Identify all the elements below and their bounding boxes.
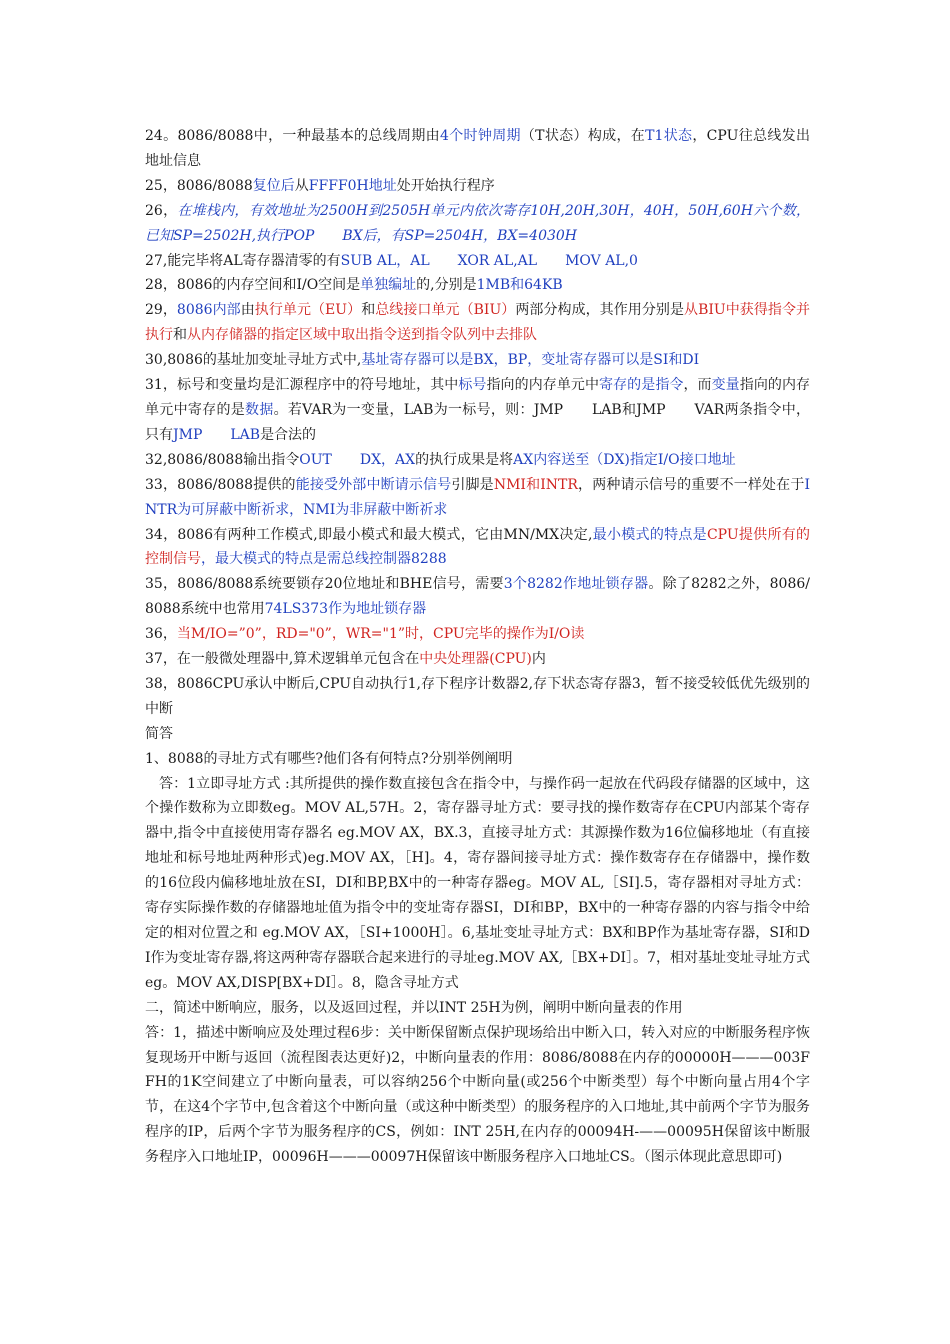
paragraph-15 (145, 672, 810, 722)
text-run: 28，8086的内存空间和I/O空间是 (145, 277, 361, 294)
paragraph-9 (145, 448, 810, 473)
text-run: 。若VAR为一变量，LAB为一标号，则：JMP LAB和JMP VAR两条指令中，只有 (145, 401, 811, 443)
text-run: 34，8086有两种工作模式,即最小模式和最大模式，它由MN/MX决定, (145, 526, 593, 543)
text-run: 32,8086/8088输出指令 (145, 451, 300, 468)
text-run: 由 (240, 302, 255, 319)
paragraph-14 (145, 647, 810, 672)
text-run: CPU提供所有的控制信号 (145, 526, 811, 568)
text-run: ，CPU往总线发出地址信息 (145, 128, 810, 169)
text-run: 27,能完毕将AL寄存器清零的有 (145, 252, 341, 269)
text-run: 答：1立即寻址方式 :其所提供的操作数直接包含在指令中，与操作码一起放在代码段存储器的区域中，这个操作数称为立即数eg。MOV AL,57H。2，寄存器寻址方式：要寻找的操作数寄存在CPU内部某个寄存器中,指令中直接使用寄存器名 eg.MOV AX，BX.3，直接寻址方式：其源操作数为16位偏移地址（有直接地址和标号地址两种形式)eg.MOV AX，［H]。4，寄存器间接寻址方式：操作数寄存在存储器中，操作数的16位段内偏移地址放在SI，DI和BP,BX中的一种寄存器eg。MOV AL,［SI].5，寄存器相对寻址方式：寄存实际操作数的存储器地址值为指令中的变址寄存器SI，DI和BP，BX中的一种寄存器的内容与指令中给定的相对位置之和 eg.MOV AX，［SI+1000H］。6,基址变址寻址方式：BX和BP作为基址寄存器，SI和DI作为变址寄存器,将这两种寄存器联合起来进行的寻址eg.MOV AX,［BX+DI］。7，相对基址变址寻址方式eg。MOV AX,DISP[BX+DI］。8，隐含寻址方式 (145, 775, 810, 991)
text-run: 。除了8282之外，8086/8088系统中也常用 (145, 576, 810, 618)
text-run: 30,8086的基址加变址寻址方式中, (145, 352, 362, 369)
text-run: 的执行成果是将 (415, 451, 514, 468)
text-run: 在堆栈内，有效地址为2500H到2505H单元内依次寄存10H,20H,30H，40H，50H,60H六个数，已知SP=2502H,执行POP BX后，有SP=2504H，BX=4030H (145, 202, 810, 244)
text-run: 两部分构成，其作用分别是 (515, 302, 685, 319)
text-run: 总线接口单元（BIU） (375, 302, 516, 319)
paragraph-1 (145, 124, 810, 174)
text-run: 从内存储器的指定区域中取出指令送到指令队列中去排队 (187, 327, 537, 344)
text-run: 执行单元（EU） (254, 302, 362, 319)
text-run: 36， (145, 626, 177, 643)
text-run: 简答 (145, 725, 173, 742)
text-run: 8086内部 (176, 302, 241, 319)
text-run: SUB AL，AL XOR AL,AL MOV AL,0 (340, 252, 638, 269)
text-run: 二，简述中断响应，服务，以及返回过程，并以INT 25H为例，阐明中断向量表的作用 (145, 999, 683, 1016)
text-run: 29， (145, 302, 177, 319)
text-run: ，最大模式的特点是需总线控制器8288 (201, 551, 447, 568)
text-run: 答：1，描述中断响应及处理过程6步：关中断保留断点保护现场给出中断入口，转入对应的中断服务程序恢复现场开中断与返回（流程图表达更好)2，中断向量表的作用：8086/8088在内存的00000H———003FFH的1K空间建立了中断向量表，可以容纳256个中断向量(或256个中断类型）每个中断向量占用4个字节，在这4个字节中,包含着这个中断向量（或这种中断类型）的服务程序的入口地址,其中前两个字节为服务程序的IP，后两个字节为服务程序的CS，例如：INT 25H,在内存的00094H-——00095H保留该中断服务程序入口地址IP，00096H———00097H保留该中断服务程序入口地址CS。（图示体现此意思即可) (145, 1024, 810, 1166)
paragraph-7 (145, 348, 810, 373)
paragraph-2 (145, 174, 810, 199)
text-run: 37，在一般微处理器中,算术逻辑单元包含在 (145, 651, 420, 668)
text-run: 38，8086CPU承认中断后,CPU自动执行1,存下程序计数器2,存下状态寄存器3，暂不接受较低优先级别的中断 (145, 675, 810, 717)
paragraph-18 (145, 772, 810, 996)
text-run: 1、8088的寻址方式有哪些?他们各有何特点?分别举例阐明 (145, 750, 513, 767)
text-run: 3个8282作地址锁存器 (503, 576, 649, 593)
paragraph-16 (145, 722, 810, 747)
text-run: JMP LAB (173, 426, 261, 443)
text-run: 31，标号和变量均是汇源程序中的符号地址，其中 (145, 377, 459, 394)
text-run: INTR为可屏蔽中断祈求，NMI为非屏蔽中断祈求 (145, 476, 811, 518)
paragraph-20 (145, 1021, 810, 1170)
text-run: 33，8086/8088提供的 (145, 476, 296, 493)
text-run: FFFF0H地址 (308, 177, 397, 194)
text-run: 4个时钟周期 (440, 128, 521, 144)
text-run: 变量 (711, 377, 740, 394)
text-run: 内 (531, 651, 546, 668)
text-run: 的,分别是 (416, 277, 477, 294)
paragraph-6 (145, 298, 810, 348)
text-run: 指向的内存单元中寄存的是 (145, 377, 811, 418)
text-run: 能接受外部中断请示信号 (295, 476, 452, 493)
paragraph-19 (145, 996, 810, 1021)
text-run: 26， (145, 202, 178, 219)
text-run: 中央处理器(CPU) (419, 651, 532, 668)
document-page (145, 124, 810, 1170)
paragraph-17 (145, 747, 810, 772)
paragraph-4 (145, 249, 810, 274)
paragraph-3 (145, 199, 810, 249)
text-run: 24。8086/8088中，一种最基本的总线周期由 (145, 128, 440, 144)
text-run: ，两种请示信号的重要不一样处在于 (577, 476, 805, 493)
text-run: 基址寄存器可以是BX，BP，变址寄存器可以是SI和DI (361, 352, 700, 369)
text-run: 引脚是 (451, 476, 494, 493)
text-run: 74LS373作为地址锁存器 (264, 601, 427, 618)
paragraph-8 (145, 373, 810, 448)
text-run: 从 (294, 177, 309, 194)
text-run: 处开始执行程序 (396, 177, 495, 194)
text-run: 是合法的 (260, 426, 317, 443)
paragraph-11 (145, 523, 810, 573)
text-run: 35，8086/8088系统要锁存20位地址和BHE信号，需要 (145, 576, 504, 593)
paragraph-13 (145, 622, 810, 647)
paragraph-10 (145, 473, 810, 523)
text-run: 寄存的是指令 (599, 377, 684, 394)
text-run: 单独编址 (360, 277, 417, 294)
paragraph-12 (145, 572, 810, 622)
text-run: 25，8086/8088 (145, 177, 253, 194)
text-run: （T状态）构成，在 (520, 128, 646, 144)
text-run: 和 (361, 302, 376, 319)
text-run: 和 (173, 327, 187, 344)
text-run: AX内容送至（DX)指定I/O接口地址 (513, 451, 736, 468)
text-run: ，而 (683, 377, 712, 394)
text-run: 标号 (458, 377, 487, 394)
text-run: 1MB和64KB (476, 277, 563, 294)
text-run: 最小模式的特点是 (592, 526, 707, 543)
text-run: 复位后 (252, 177, 295, 194)
text-run: OUT DX，AX (299, 451, 416, 468)
text-run: T1状态 (645, 128, 693, 144)
text-run: NMI和INTR (493, 476, 578, 493)
paragraph-5 (145, 273, 810, 298)
text-run: 从BIU中获得指令并执行 (145, 302, 811, 344)
text-run: 指向的内存单元中 (486, 377, 600, 394)
text-run: 数据 (245, 401, 274, 418)
text-run: 当M/IO=”0”，RD="0”，WR="1”时，CPU完毕的操作为I/O读 (176, 626, 585, 643)
